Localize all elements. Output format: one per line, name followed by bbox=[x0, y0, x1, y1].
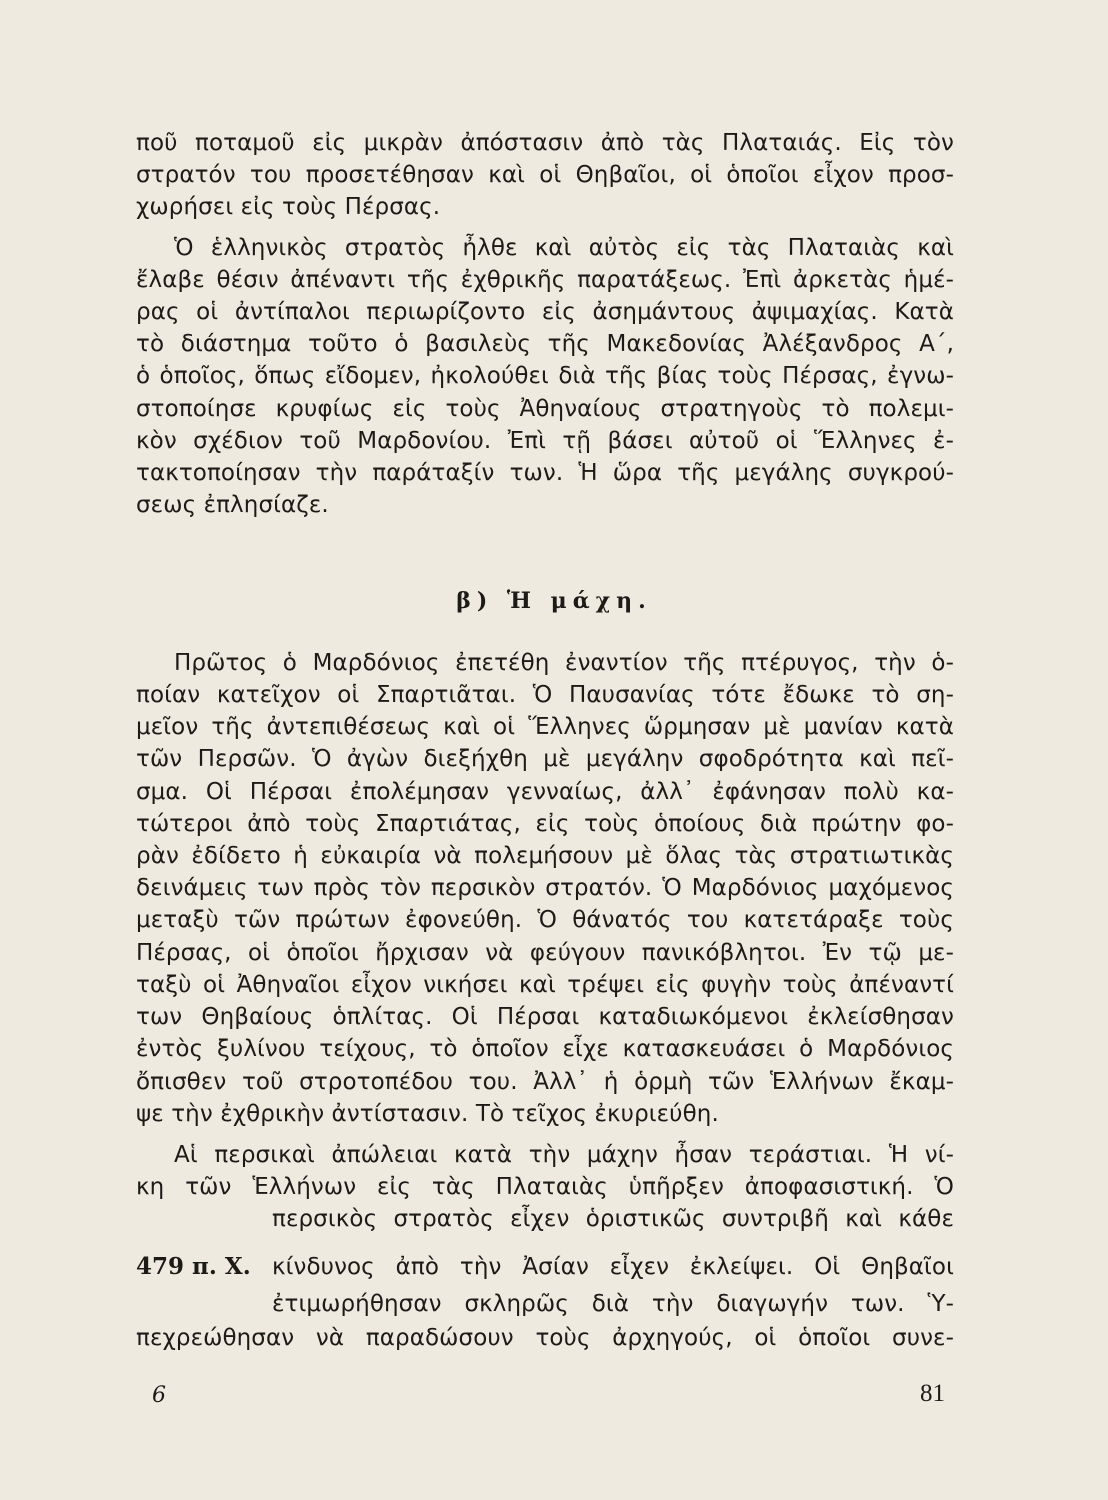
text-line: σμα. Οἱ Πέρσαι ἐπολέμησαν γενναίως, ἀλλ᾽ ἐφάνησαν πολὺ κα- bbox=[136, 779, 954, 805]
text-line: ἐντὸς ξυλίνου τείχους, τὸ ὁποῖον εἶχε κατασκευάσει ὁ Μαρδόνιος bbox=[136, 1036, 954, 1062]
text-line: ταξὺ οἱ Ἀθηναῖοι εἶχον νικήσει καὶ τρέψει εἰς φυγὴν τοὺς ἀπέναντί bbox=[136, 972, 954, 998]
text-line: χωρήσει εἰς τοὺς Πέρσας. bbox=[136, 194, 441, 220]
text-line: ὄπισθεν τοῦ στροτοπέδου του. Ἀλλ᾽ ἡ ὁρμὴ τῶν Ἑλλήνων ἔκαμ- bbox=[136, 1069, 954, 1095]
signature-mark: 6 bbox=[152, 1383, 166, 1408]
text-line: Αἱ περσικαὶ ἀπώλειαι κατὰ τὴν μάχην ἦσαν τεράστιαι. Ἡ νί- bbox=[174, 1142, 954, 1168]
text-line: ὁ ὁποῖος, ὅπως εἴδομεν, ἠκολούθει διὰ τῆς βίας τοὺς Πέρσας, ἐγνω- bbox=[136, 363, 954, 389]
text-line: σεως ἐπλησίαζε. bbox=[136, 492, 329, 518]
text-line: των Θηβαίους ὁπλίτας. Οἱ Πέρσαι καταδιωκόμενοι ἐκλείσθησαν bbox=[136, 1004, 954, 1030]
text-line: στρατόν του προσετέθησαν καὶ οἱ Θηβαῖοι, οἱ ὁποῖοι εἶχον προσ- bbox=[136, 162, 954, 188]
text-line: στοποίησε κρυφίως εἰς τοὺς Ἀθηναίους στρατηγοὺς τὸ πολεμι- bbox=[136, 396, 954, 422]
text-line: κη τῶν Ἑλλήνων εἰς τὰς Πλαταιὰς ὑπῆρξεν ἀποφασιστική. Ὁ bbox=[136, 1174, 954, 1200]
text-line: ρας οἱ ἀντίπαλοι περιωρίζοντο εἰς ἀσημάντους ἀψιμαχίας. Κατὰ bbox=[136, 299, 954, 325]
text-line: ψε τὴν ἐχθρικὴν ἀντίστασιν. Τὸ τεῖχος ἐκυριεύθη. bbox=[136, 1101, 719, 1127]
text-line: πεχρεώθησαν νὰ παραδώσουν τοὺς ἀρχηγούς, οἱ ὁποῖοι συνε- bbox=[136, 1325, 954, 1351]
text-line: μεῖον τῆς ἀντεπιθέσεως καὶ οἱ Ἕλληνες ὥρμησαν μὲ μανίαν κατὰ bbox=[136, 714, 954, 740]
text-line: τῶν Περσῶν. Ὁ ἀγὼν διεξήχθη μὲ μεγάλην σφοδρότητα καὶ πεῖ- bbox=[136, 746, 954, 772]
text-line: Ὁ ἑλληνικὸς στρατὸς ἦλθε καὶ αὐτὸς εἰς τὰς Πλαταιὰς καὶ bbox=[174, 235, 954, 261]
page-number: 81 bbox=[920, 1380, 945, 1407]
text-line: τακτοποίησαν τὴν παράταξίν των. Ἡ ὥρα τῆς μεγάλης συγκρού- bbox=[136, 460, 954, 486]
text-line: ποῦ ποταμοῦ εἰς μικρὰν ἀπόστασιν ἀπὸ τὰς Πλαταιάς. Εἰς τὸν bbox=[136, 130, 954, 156]
text-line: κὸν σχέδιον τοῦ Μαρδονίου. Ἐπὶ τῇ βάσει αὐτοῦ οἱ Ἕλληνες ἐ- bbox=[136, 428, 954, 454]
text-line: δεινάμεις των πρὸς τὸν περσικὸν στρατόν. Ὁ Μαρδόνιος μαχόμενος bbox=[136, 875, 954, 901]
section-heading: β) Ἡ μάχη. bbox=[456, 588, 652, 614]
margin-date-note: 479 π. Χ. bbox=[136, 1253, 251, 1280]
text-line: Πέρσας, οἱ ὁποῖοι ἤρχισαν νὰ φεύγουν πανικόβλητοι. Ἐν τῷ με- bbox=[136, 940, 954, 966]
text-line: περσικὸς στρατὸς εἶχεν ὁριστικῶς συντριβῆ καὶ κάθε bbox=[272, 1206, 954, 1232]
text-line: τώτεροι ἀπὸ τοὺς Σπαρτιάτας, εἰς τοὺς ὁποίους διὰ πρώτην φο- bbox=[136, 811, 954, 837]
text-line: μεταξὺ τῶν πρώτων ἐφονεύθη. Ὁ θάνατός του κατετάραξε τοὺς bbox=[136, 907, 954, 933]
text-line: Πρῶτος ὁ Μαρδόνιος ἐπετέθη ἐναντίον τῆς πτέρυγος, τὴν ὁ- bbox=[174, 650, 954, 676]
text-line: ἐτιμωρήθησαν σκληρῶς διὰ τὴν διαγωγήν των. Ὑ- bbox=[272, 1291, 954, 1317]
text-line: ρὰν ἐδίδετο ἡ εὐκαιρία νὰ πολεμήσουν μὲ ὅλας τὰς στρατιωτικὰς bbox=[136, 843, 954, 869]
text-line: κίνδυνος ἀπὸ τὴν Ἀσίαν εἶχεν ἐκλείψει. Οἱ Θηβαῖοι bbox=[272, 1254, 954, 1280]
text-line: τὸ διάστημα τοῦτο ὁ βασιλεὺς τῆς Μακεδονίας Ἀλέξανδρος Α΄, bbox=[136, 331, 954, 357]
text-line: ποίαν κατεῖχον οἱ Σπαρτιᾶται. Ὁ Παυσανίας τότε ἔδωκε τὸ ση- bbox=[136, 682, 954, 708]
text-line: ἔλαβε θέσιν ἀπέναντι τῆς ἐχθρικῆς παρατάξεως. Ἐπὶ ἀρκετὰς ἡμέ- bbox=[136, 267, 954, 293]
